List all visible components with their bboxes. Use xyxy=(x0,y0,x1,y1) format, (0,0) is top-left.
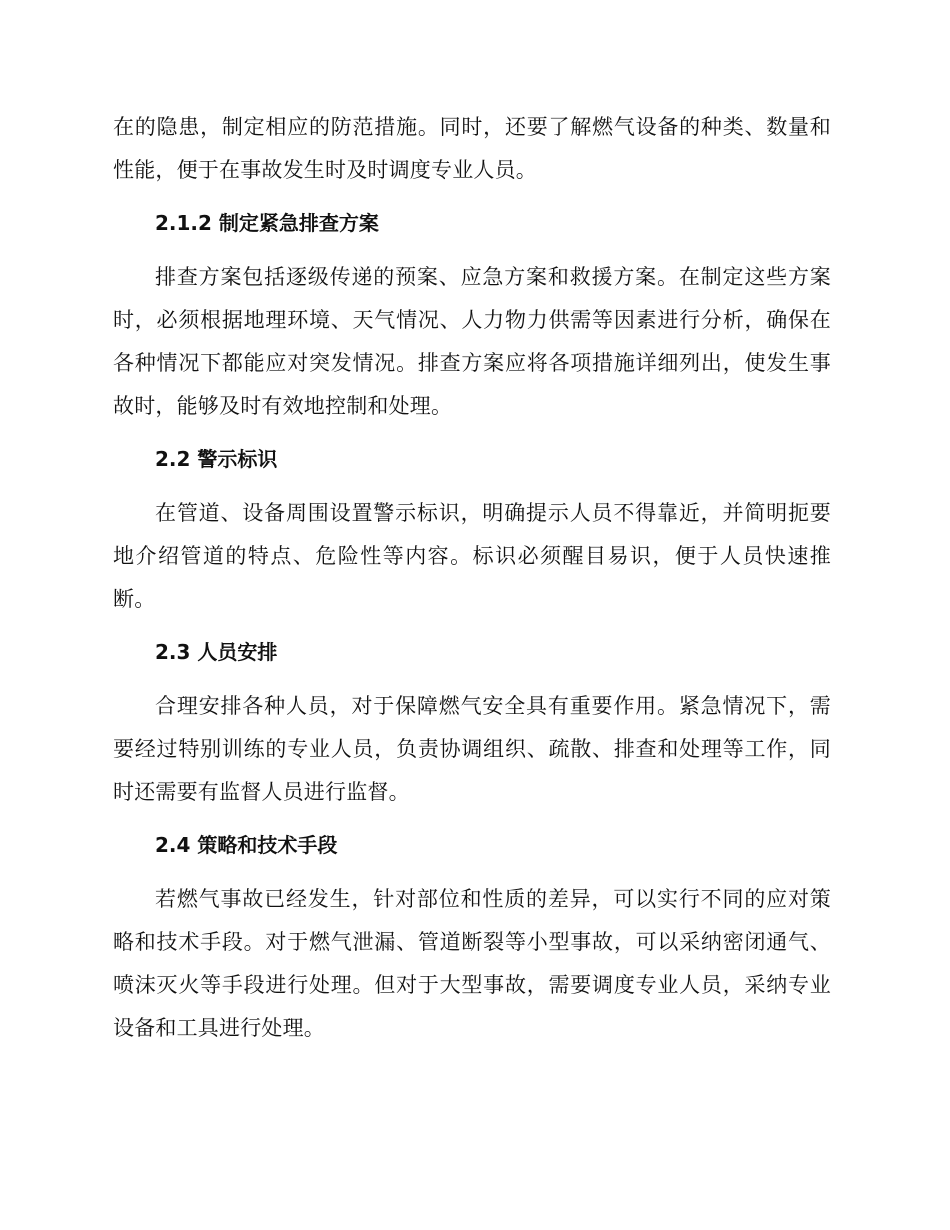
paragraph-strategies: 若燃气事故已经发生，针对部位和性质的差异，可以实行不同的应对策略和技术手段。对于燃气泄漏、管道断裂等小型事故，可以采纳密闭通气、喷沫灭火等手段进行处理。但对于大型事故，需要调度专业人员，采纳专业设备和工具进行处理。 xyxy=(113,887,831,1040)
paragraph-warning-signs: 在管道、设备周围设置警示标识，明确提示人员不得靠近，并简明扼要地介绍管道的特点、危险性等内容。标识必须醒目易识，便于人员快速推断。 xyxy=(113,501,831,611)
heading-2-4: 2.4 策略和技术手段 xyxy=(155,833,338,857)
heading-2-3: 2.3 人员安排 xyxy=(155,640,278,664)
document-page xyxy=(113,106,831,1050)
heading-2-2: 2.2 警示标识 xyxy=(155,447,278,471)
paragraph-inspection-plan: 排查方案包括逐级传递的预案、应急方案和救援方案。在制定这些方案时，必须根据地理环境、天气情况、人力物力供需等因素进行分析，确保在各种情况下都能应对突发情况。排查方案应将各项措施详细列出，使发生事故时，能够及时有效地控制和处理。 xyxy=(113,265,831,418)
paragraph-intro: 在的隐患，制定相应的防范措施。同时，还要了解燃气设备的种类、数量和性能，便于在事故发生时及时调度专业人员。 xyxy=(113,115,831,182)
heading-2-1-2: 2.1.2 制定紧急排查方案 xyxy=(155,211,379,235)
paragraph-staffing: 合理安排各种人员，对于保障燃气安全具有重要作用。紧急情况下，需要经过特别训练的专业人员，负责协调组织、疏散、排查和处理等工作，同时还需要有监督人员进行监督。 xyxy=(113,694,831,804)
